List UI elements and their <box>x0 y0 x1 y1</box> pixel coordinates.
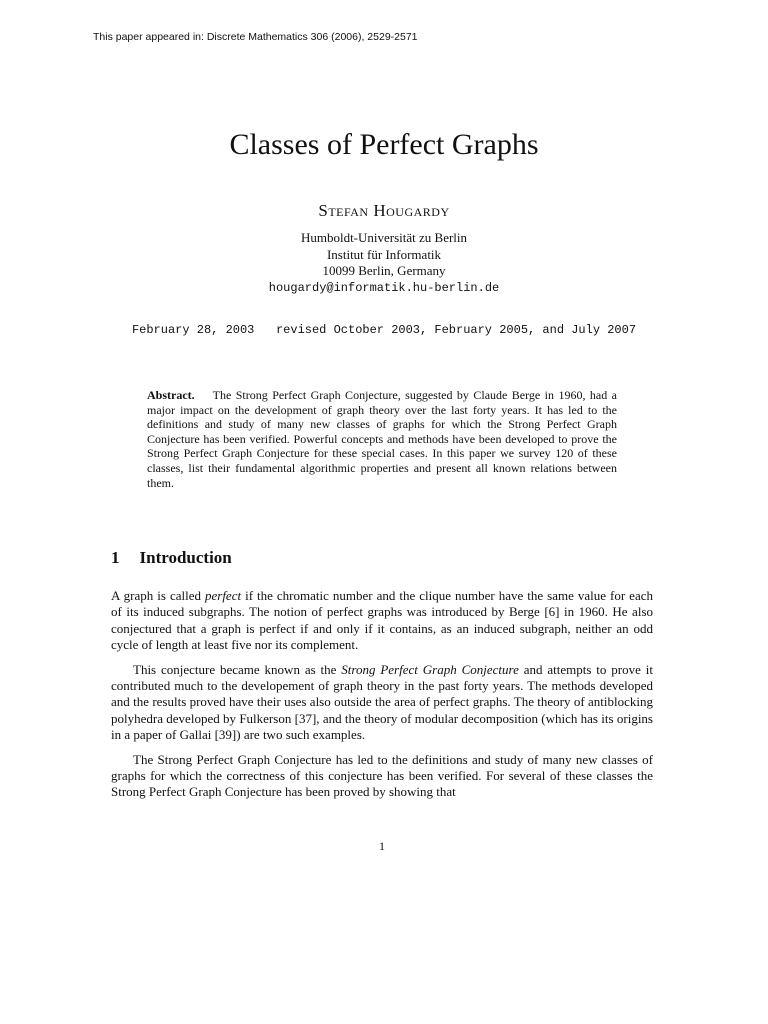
p1-text-a: A graph is called <box>111 588 205 603</box>
paragraph-1 <box>111 588 653 654</box>
abstract-text: The Strong Perfect Graph Conjecture, suggested by Claude Berge in 1960, had a major impact on the development of graph theory over the last forty years. It has led to the definitions and study of many new classes of graphs for which the Strong Perfect Graph Conjecture has been verified. Powerful concepts and methods have been developed to prove the Strong Perfect Graph Conjecture for these special cases. In this paper we survey 120 of these classes, list their fundamental algorithmic properties and present all known relations between them. <box>147 388 617 490</box>
p1-emphasis: perfect <box>204 588 242 603</box>
page-number: 1 <box>379 839 385 853</box>
section-title: Introduction <box>139 548 232 567</box>
publication-note: This paper appeared in: Discrete Mathematics 306 (2006), 2529-2571 <box>93 31 418 43</box>
author-email: hougardy@informatik.hu-berlin.de <box>268 280 500 295</box>
paragraph-3: The Strong Perfect Graph Conjecture has led to the definitions and study of many new classes of graphs for which the correctness of this conjecture has been verified. For several of these classes the Strong Perfect Graph Conjecture has been proved by showing that <box>111 751 653 800</box>
affiliation-university: Humboldt-Universität zu Berlin <box>300 230 468 245</box>
abstract-label: Abstract. <box>147 388 195 402</box>
p2-text-a: This conjecture became known as the <box>133 661 342 677</box>
p2-emphasis: Strong Perfect Graph Conjecture <box>341 661 519 677</box>
abstract <box>147 388 617 490</box>
section-body <box>111 588 653 809</box>
revision-dates: February 28, 2003 revised October 2003, February 2005, and July 2007 <box>131 323 637 337</box>
paper-title: Classes of Perfect Graphs <box>229 128 539 161</box>
section-heading <box>111 548 232 568</box>
section-number: 1 <box>111 548 120 567</box>
affiliation-institute: Institut für Informatik <box>326 246 442 262</box>
p2-text-b: and attempts to prove it contributed much to the developement of graph theory in the past forty years. The methods developed and the results proved have their uses also outside the area of perfect graphs. The theory of antiblocking polyhedra developed by Fulkerson [37], and the theory of modular decomposition (which has its origins in a paper of Gallai [39]) are two such examples. <box>111 661 653 743</box>
p1-text-b: if the chromatic number and the clique number have the same value for each of its induced subgraphs. The notion of perfect graphs was introduced by Berge [6] in 1960. He also conjectured that a graph is perfect if and only if it contains, as an induced subgraph, neither an odd cycle of length at least five nor its complement. <box>111 588 653 653</box>
paragraph-2 <box>111 662 653 744</box>
author-name: Stefan Hougardy <box>318 201 450 220</box>
affiliation-address: 10099 Berlin, Germany <box>322 263 446 278</box>
affiliation-block <box>0 230 768 296</box>
